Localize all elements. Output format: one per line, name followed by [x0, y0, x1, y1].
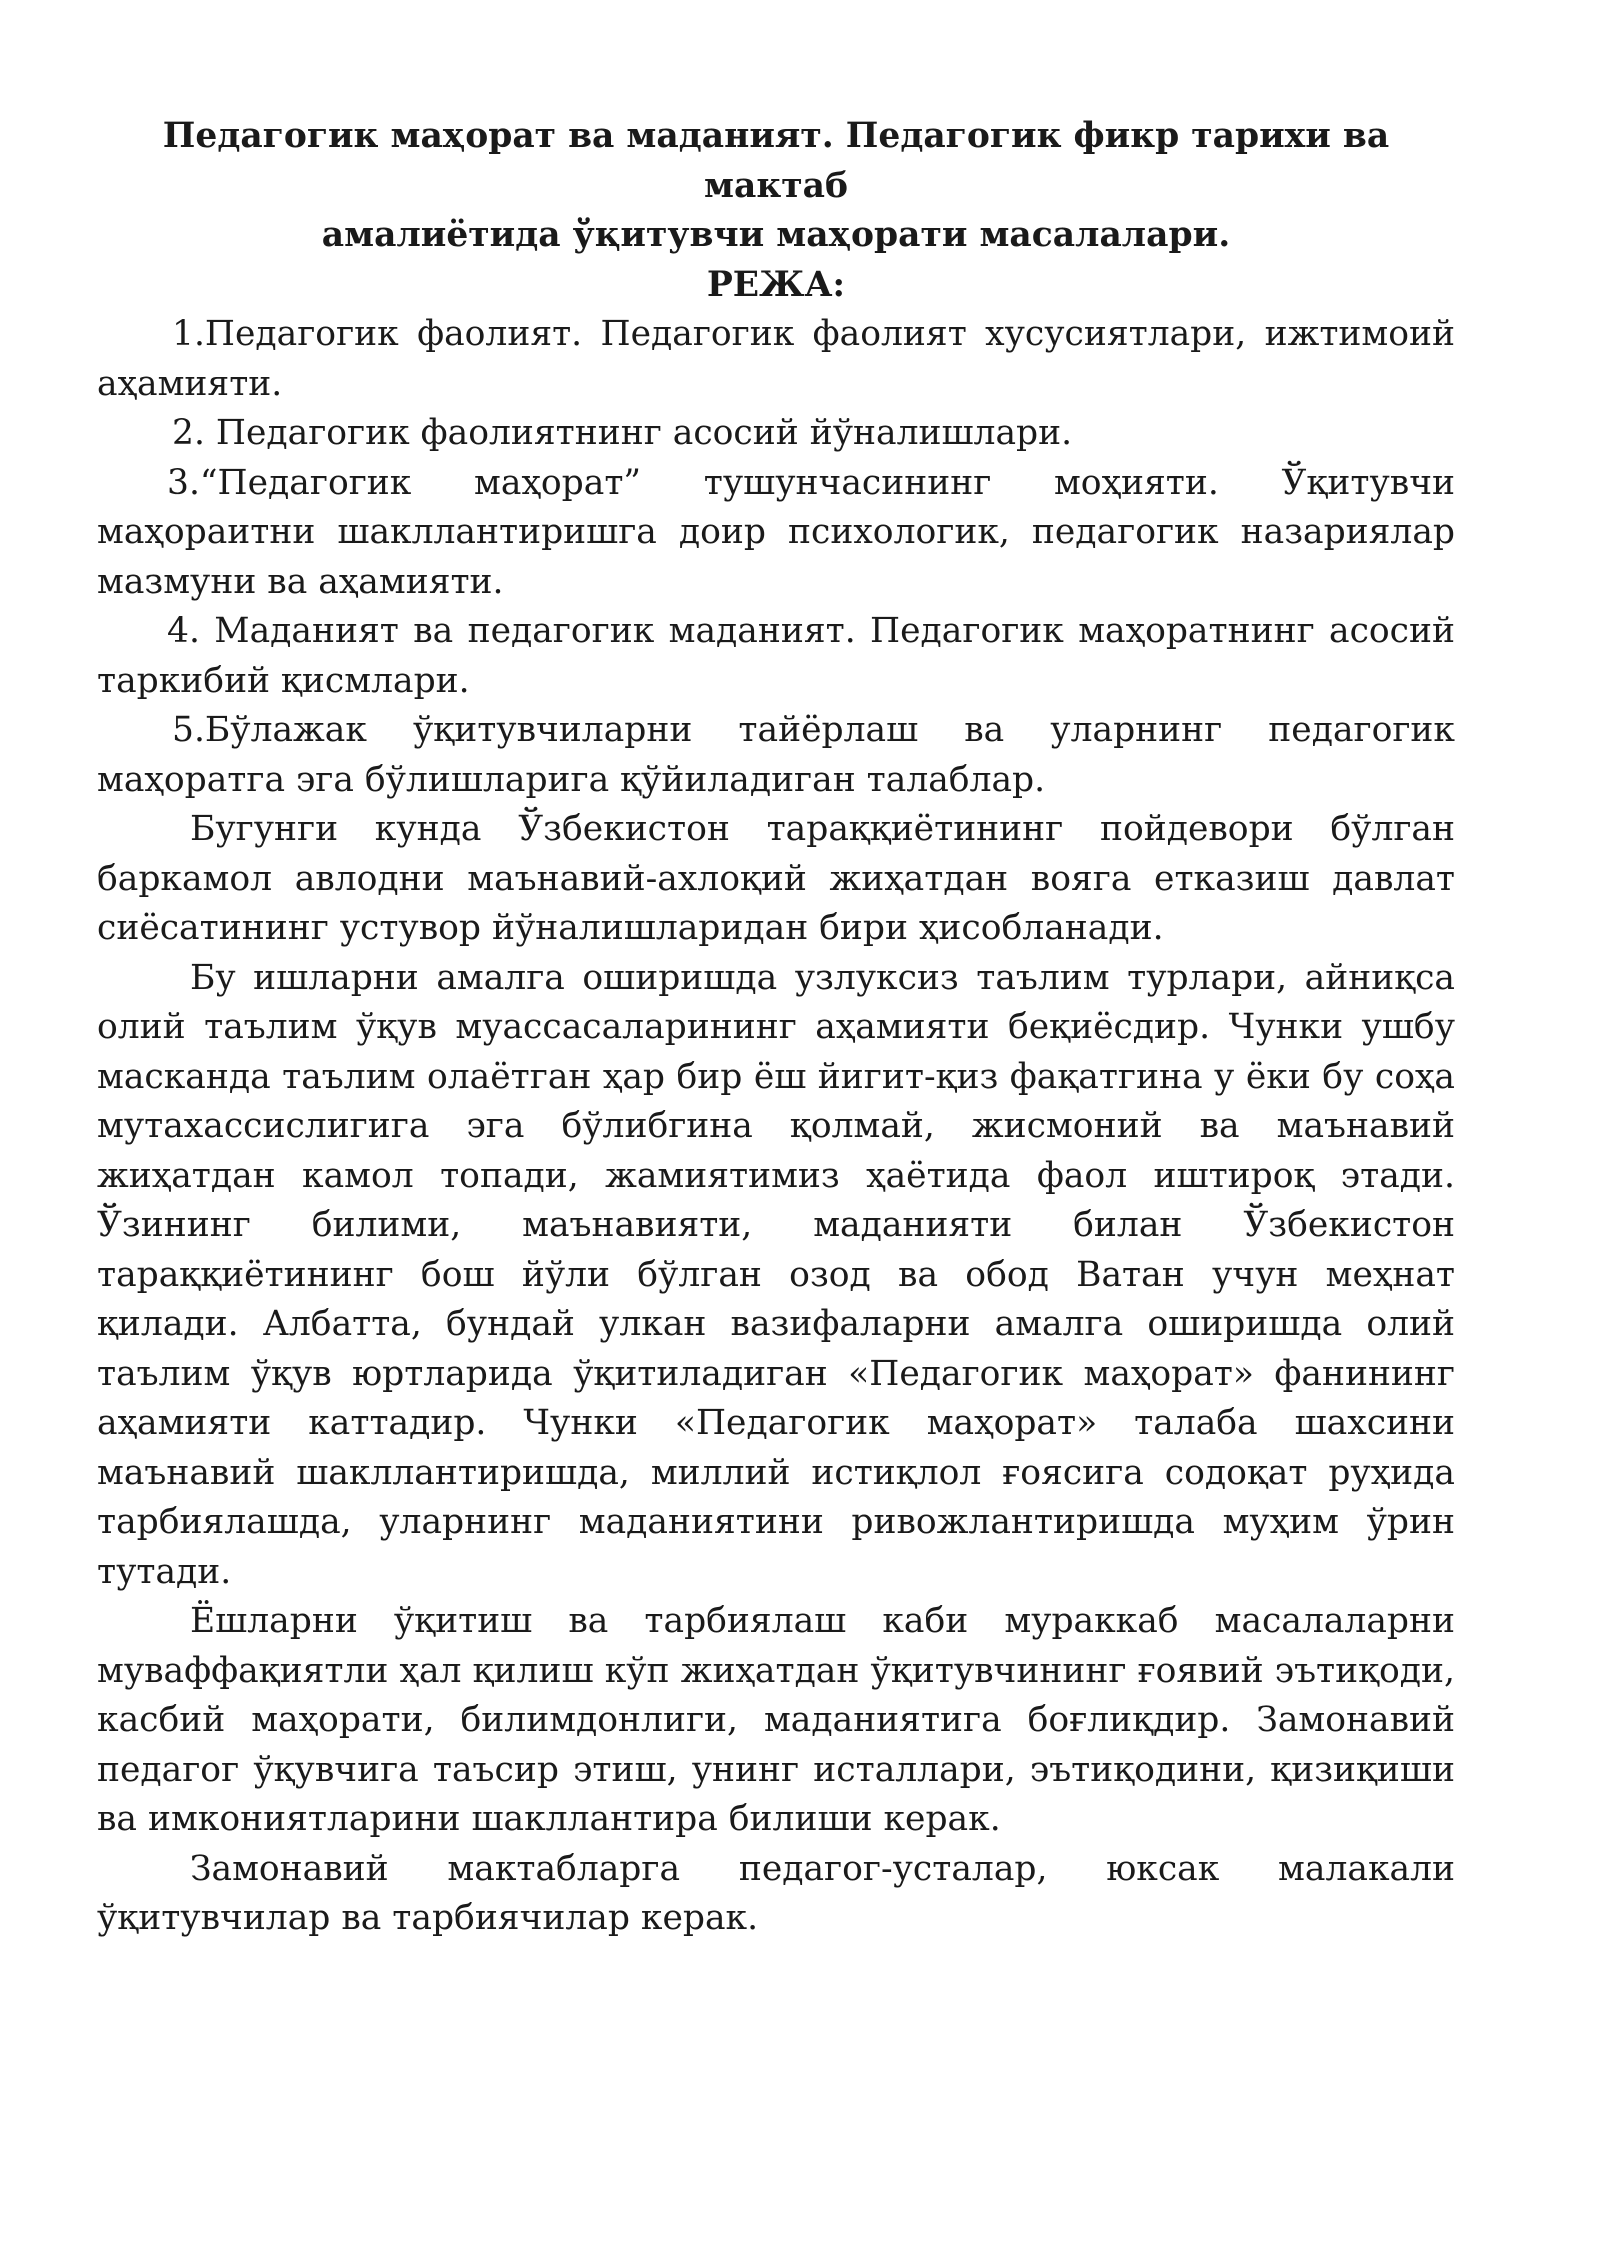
title-line-1: Педагогик маҳорат ва маданият. Педагогик фикр тарихи ва мактаб [162, 116, 1390, 206]
title-line-2: амалиётида ўқитувчи маҳорати масалалари. [321, 215, 1231, 255]
document-page [97, 112, 1455, 1944]
plan-list [97, 310, 1455, 805]
body-paragraph-2: Бу ишларни амалга оширишда узлуксиз таълим турлари, айниқса олий таълим ўқув муассасаларининг аҳамияти беқиёсдир. Чунки ушбу масканда таълим олаётган ҳар бир ёш йигит-қиз фақатгина у ёки бу соҳа мутахассислигига эга бўлибгина қолмай, жисмоний ва маънавий жиҳатдан камол топади, жамиятимиз ҳаётида фаол иштироқ этади. Ўзининг билими, маънавияти, маданияти билан Ўзбекистон тараққиётининг бош йўли бўлган озод ва обод Ватан учун меҳнат қилади. Албатта, бундай улкан вазифаларни амалга оширишда олий таълим ўқув юртларида ўқитиладиган «Педагогик маҳорат» фанининг аҳамияти каттадир. Чунки «Педагогик маҳорат» талаба шахсини маънавий шакллантиришда, миллий истиқлол ғоясига содоқат руҳида тарбиялашда, уларнинг маданиятини ривожлантиришда муҳим ўрин тутади. [97, 957, 1455, 1592]
body-paragraph-1: Бугунги кунда Ўзбекистон тараққиётининг пойдевори бўлган баркамол авлодни маънавий-ахлоқий жиҳатдан вояга етказиш давлат сиёсатининг устувор йўналишларидан бири ҳисобланади. [97, 809, 1455, 948]
body-paragraph-3: Ёшларни ўқитиш ва тарбиялаш каби мураккаб масалаларни муваффақиятли ҳал қилиш кўп жиҳатдан ўқитувчининг ғоявий эътиқоди, касбий маҳорати, билимдонлиги, маданиятига боғлиқдир. Замонавий педагог ўқувчига таъсир этиш, унинг исталлари, эътиқодини, қизиқиши ва имкониятларини шакллантира билиши керак. [97, 1601, 1455, 1839]
body-paragraph-4: Замонавий мактабларга педагог-усталар, юксак малакали ўқитувчилар ва тарбиячилар керак. [97, 1848, 1455, 1938]
plan-item-4: 4. Маданият ва педагогик маданият. Педагогик маҳоратнинг асосий таркибий қисмлари. [97, 611, 1455, 701]
plan-heading: РЕЖА: [706, 264, 846, 305]
document-title [97, 112, 1455, 261]
plan-item-3: 3.“Педагогик маҳорат” тушунчасининг моҳияти. Ўқитувчи маҳораитни шакллантиришга доир психологик, педагогик назариялар мазмуни ва аҳамияти. [97, 462, 1455, 602]
plan-item-2: 2. Педагогик фаолиятнинг асосий йўналишлари. [172, 413, 1073, 453]
plan-item-1: 1.Педагогик фаолият. Педагогик фаолият хусусиятлари, ижтимоий аҳамияти. [97, 314, 1455, 404]
plan-item-5: 5.Бўлажак ўқитувчиларни тайёрлаш ва уларнинг педагогик маҳоратга эга бўлишларига қўйиладиган талаблар. [97, 710, 1455, 800]
